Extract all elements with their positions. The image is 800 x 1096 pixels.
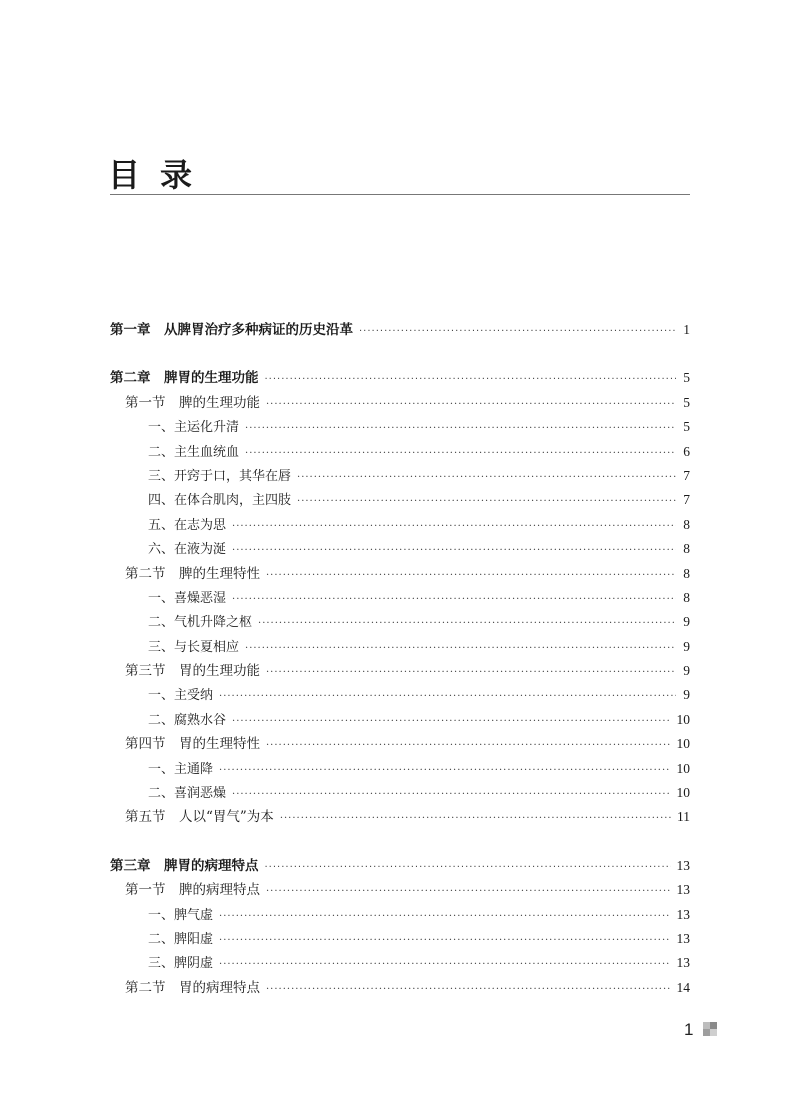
dot-leader xyxy=(266,661,676,685)
toc-entry-item[interactable] xyxy=(110,927,690,951)
toc-entry-page: 13 xyxy=(676,930,690,946)
toc-entry-item[interactable] xyxy=(110,757,690,781)
toc-entry-item[interactable] xyxy=(110,951,690,975)
toc-entry-label: 二、喜润恶燥 xyxy=(148,786,227,802)
toc-entry-label: 三、脾阴虚 xyxy=(148,956,214,972)
page-title: 目录 xyxy=(108,156,213,194)
toc-entry-label: 一、脾气虚 xyxy=(148,907,214,923)
toc-entry-item[interactable] xyxy=(110,781,690,805)
toc-entry-page: 8 xyxy=(683,589,690,605)
toc-entry-label: 二、气机升降之枢 xyxy=(148,615,253,631)
toc-entry-item[interactable] xyxy=(110,464,690,488)
toc-entry-label: 三、开窍于口，其华在唇 xyxy=(148,468,292,484)
toc-entry-page: 5 xyxy=(683,419,690,435)
toc-entry-item[interactable] xyxy=(110,586,690,610)
dot-leader xyxy=(266,393,676,417)
toc-entry-label: 第三节 胃的生理功能 xyxy=(125,663,260,680)
toc-entry-item[interactable] xyxy=(110,513,690,537)
dot-leader xyxy=(219,685,676,709)
toc-entry-label: 第二章 脾胃的生理功能 xyxy=(110,370,259,387)
title-divider xyxy=(110,194,690,195)
toc-entry-label: 第三章 脾胃的病理特点 xyxy=(110,857,259,874)
toc-entry-page: 9 xyxy=(683,614,690,630)
toc-entry-item[interactable] xyxy=(110,415,690,439)
toc-entry-label: 第二节 脾的生理特性 xyxy=(125,565,260,582)
dot-leader xyxy=(266,880,671,904)
toc-entry-page: 5 xyxy=(683,370,690,386)
toc-entry-page: 7 xyxy=(683,492,690,508)
corner-mark-square xyxy=(703,1022,710,1029)
toc-entry-chapter[interactable] xyxy=(110,366,690,390)
toc-entry-item[interactable] xyxy=(110,440,690,464)
toc-entry-page: 9 xyxy=(683,638,690,654)
toc-entry-label: 第一章 从脾胃治疗多种病证的历史沿革 xyxy=(110,322,353,338)
toc-entry-page: 10 xyxy=(676,711,690,727)
toc-entry-section[interactable] xyxy=(110,878,690,902)
dot-leader xyxy=(245,637,676,661)
toc-entry-page: 9 xyxy=(683,663,690,679)
toc-entry-label: 一、主受纳 xyxy=(148,688,214,704)
toc-entry-page: 5 xyxy=(683,394,690,410)
toc-entry-item[interactable] xyxy=(110,537,690,561)
toc-entry-page: 10 xyxy=(676,736,690,752)
toc-entry-label: 一、喜燥恶湿 xyxy=(148,590,227,606)
toc-entry-section[interactable] xyxy=(110,732,690,756)
toc-entry-item[interactable] xyxy=(110,610,690,634)
dot-leader xyxy=(265,856,671,880)
toc-entry-item[interactable] xyxy=(110,903,690,927)
toc-entry-page: 8 xyxy=(683,565,690,581)
toc-entry-section[interactable] xyxy=(110,391,690,415)
toc-entry-chapter[interactable] xyxy=(110,318,690,342)
toc-entry-label: 五、在志为思 xyxy=(148,517,227,533)
toc-entry-label: 二、腐熟水谷 xyxy=(148,712,227,728)
corner-mark-icon xyxy=(703,1022,717,1036)
toc-entry-page: 11 xyxy=(677,809,690,825)
toc-entry-page: 8 xyxy=(683,541,690,557)
toc-entry-chapter[interactable] xyxy=(110,854,690,878)
toc-entry-item[interactable] xyxy=(110,683,690,707)
dot-leader xyxy=(245,442,676,466)
toc-entry-section[interactable] xyxy=(110,976,690,1000)
dot-leader xyxy=(280,807,671,831)
toc-entry-label: 第一节 脾的病理特点 xyxy=(125,882,260,899)
toc-entry-page: 9 xyxy=(683,687,690,703)
table-of-contents xyxy=(110,318,690,1000)
dot-leader xyxy=(219,759,670,783)
toc-entry-label: 第二节 胃的病理特点 xyxy=(125,979,260,996)
dot-leader xyxy=(359,320,676,344)
toc-entry-section[interactable] xyxy=(110,659,690,683)
dot-leader xyxy=(232,515,676,539)
dot-leader xyxy=(219,953,670,977)
toc-entry-page: 10 xyxy=(676,785,690,801)
dot-leader xyxy=(245,417,676,441)
toc-entry-item[interactable] xyxy=(110,708,690,732)
dot-leader xyxy=(265,368,677,392)
toc-entry-label: 六、在液为涎 xyxy=(148,542,227,558)
toc-entry-label: 一、主运化升清 xyxy=(148,420,240,436)
dot-leader xyxy=(266,978,671,1002)
dot-leader xyxy=(232,710,670,734)
page-number: 1 xyxy=(684,1020,694,1039)
dot-leader xyxy=(297,490,676,514)
dot-leader xyxy=(232,539,676,563)
dot-leader xyxy=(266,564,676,588)
dot-leader xyxy=(258,612,676,636)
dot-leader xyxy=(219,929,670,953)
dot-leader xyxy=(232,588,676,612)
dot-leader xyxy=(232,783,670,807)
corner-mark-square xyxy=(703,1029,710,1036)
dot-leader xyxy=(266,734,671,758)
toc-entry-page: 14 xyxy=(676,979,690,995)
toc-entry-page: 7 xyxy=(683,467,690,483)
toc-entry-label: 三、与长夏相应 xyxy=(148,639,240,655)
toc-entry-page: 13 xyxy=(676,882,690,898)
toc-entry-page: 6 xyxy=(683,443,690,459)
toc-entry-section[interactable] xyxy=(110,805,690,829)
toc-entry-label: 二、脾阳虚 xyxy=(148,931,214,947)
toc-entry-page: 13 xyxy=(676,906,690,922)
corner-mark-square xyxy=(710,1022,717,1029)
dot-leader xyxy=(219,905,670,929)
toc-entry-page: 13 xyxy=(676,955,690,971)
toc-entry-page: 13 xyxy=(676,857,690,873)
toc-entry-label: 一、主通降 xyxy=(148,761,214,777)
toc-entry-label: 第五节 人以“胃气”为本 xyxy=(125,809,274,826)
toc-entry-label: 二、主生血统血 xyxy=(148,444,240,460)
toc-entry-page: 8 xyxy=(683,516,690,532)
toc-entry-page: 10 xyxy=(676,760,690,776)
toc-entry-label: 第一节 脾的生理功能 xyxy=(125,394,260,411)
toc-entry-section[interactable] xyxy=(110,562,690,586)
toc-entry-label: 第四节 胃的生理特性 xyxy=(125,736,260,753)
corner-mark-square xyxy=(710,1029,717,1036)
toc-entry-label: 四、在体合肌肉，主四肢 xyxy=(148,493,292,509)
toc-entry-page: 1 xyxy=(683,322,690,337)
dot-leader xyxy=(297,466,676,490)
toc-entry-item[interactable] xyxy=(110,488,690,512)
toc-entry-item[interactable] xyxy=(110,635,690,659)
